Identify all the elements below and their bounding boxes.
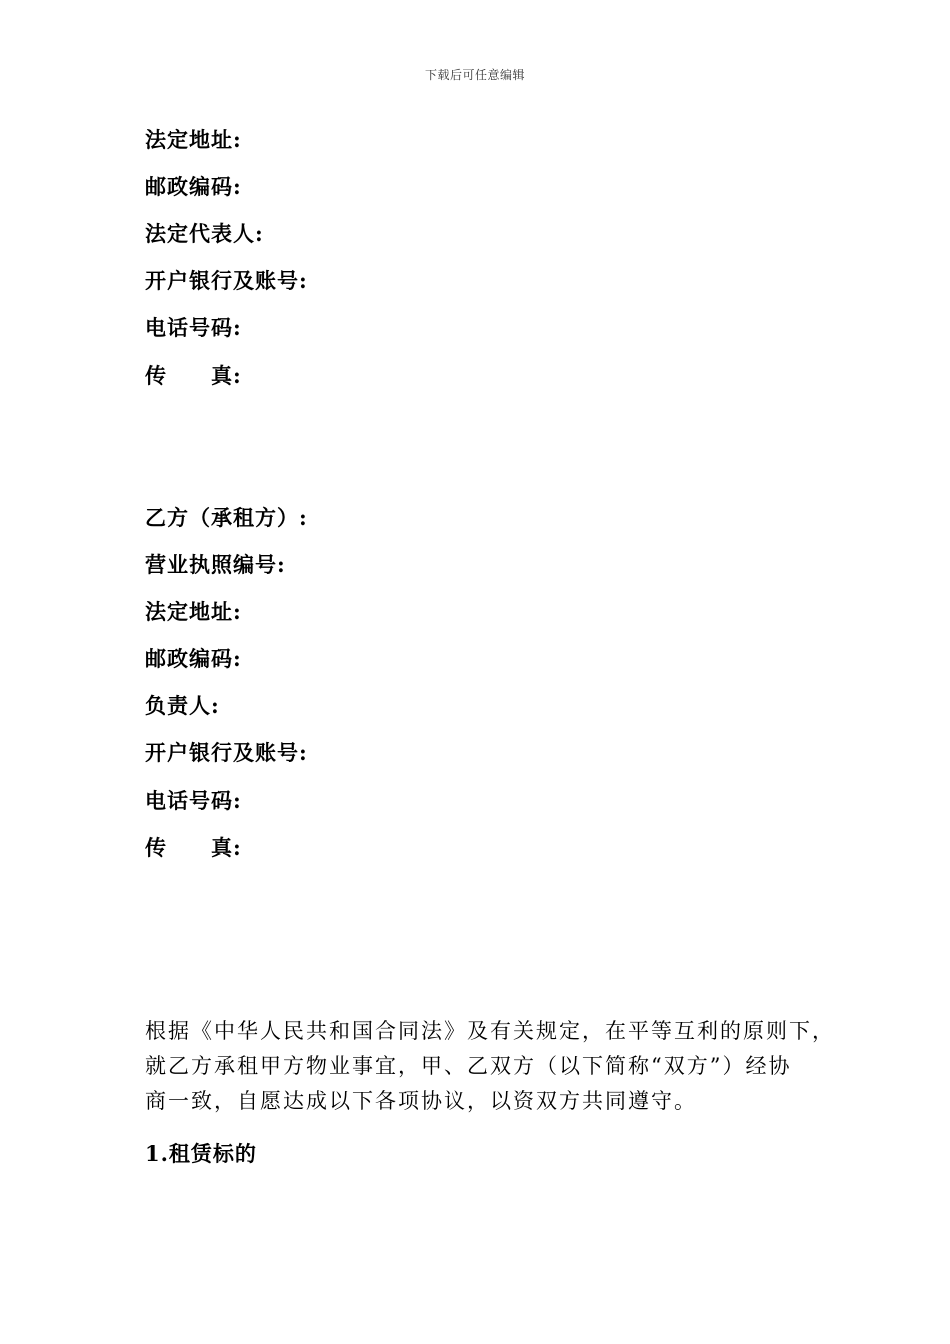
section-heading-lease-subject: 1.租赁标的 (145, 1141, 257, 1166)
party-b-title: 乙方（承租方）: (145, 505, 308, 530)
preamble-line: 商一致，自愿达成以下各项协议，以资双方共同遵守。 (145, 1089, 697, 1113)
party-a-bank-label: 开户银行及账号: (145, 268, 308, 293)
party-b-postcode-label: 邮政编码: (145, 646, 242, 671)
preamble-line: 就乙方承租甲方物业事宜，甲、乙双方（以下简称“双方”）经协 (145, 1054, 792, 1078)
page-header: 下载后可任意编辑 (424, 68, 525, 82)
party-b-phone-label: 电话号码: (145, 788, 242, 813)
preamble-line: 根据《中华人民共和国合同法》及有关规定，在平等互利的原则下， (145, 1019, 835, 1043)
party-b-address-label: 法定地址: (145, 599, 242, 624)
party-a-legal-rep-label: 法定代表人: (145, 221, 264, 246)
party-a-phone-label: 电话号码: (145, 315, 242, 340)
party-b-fax-label: 传 真: (145, 835, 242, 860)
preamble-paragraph (145, 1014, 835, 1119)
party-a-postcode-label: 邮政编码: (145, 174, 242, 199)
party-a-fax-label: 传 真: (145, 363, 242, 388)
party-b-person-label: 负责人: (145, 693, 220, 718)
party-b-license-label: 营业执照编号: (145, 552, 286, 577)
party-b-bank-label: 开户银行及账号: (145, 740, 308, 765)
party-a-address-label: 法定地址: (145, 127, 242, 152)
